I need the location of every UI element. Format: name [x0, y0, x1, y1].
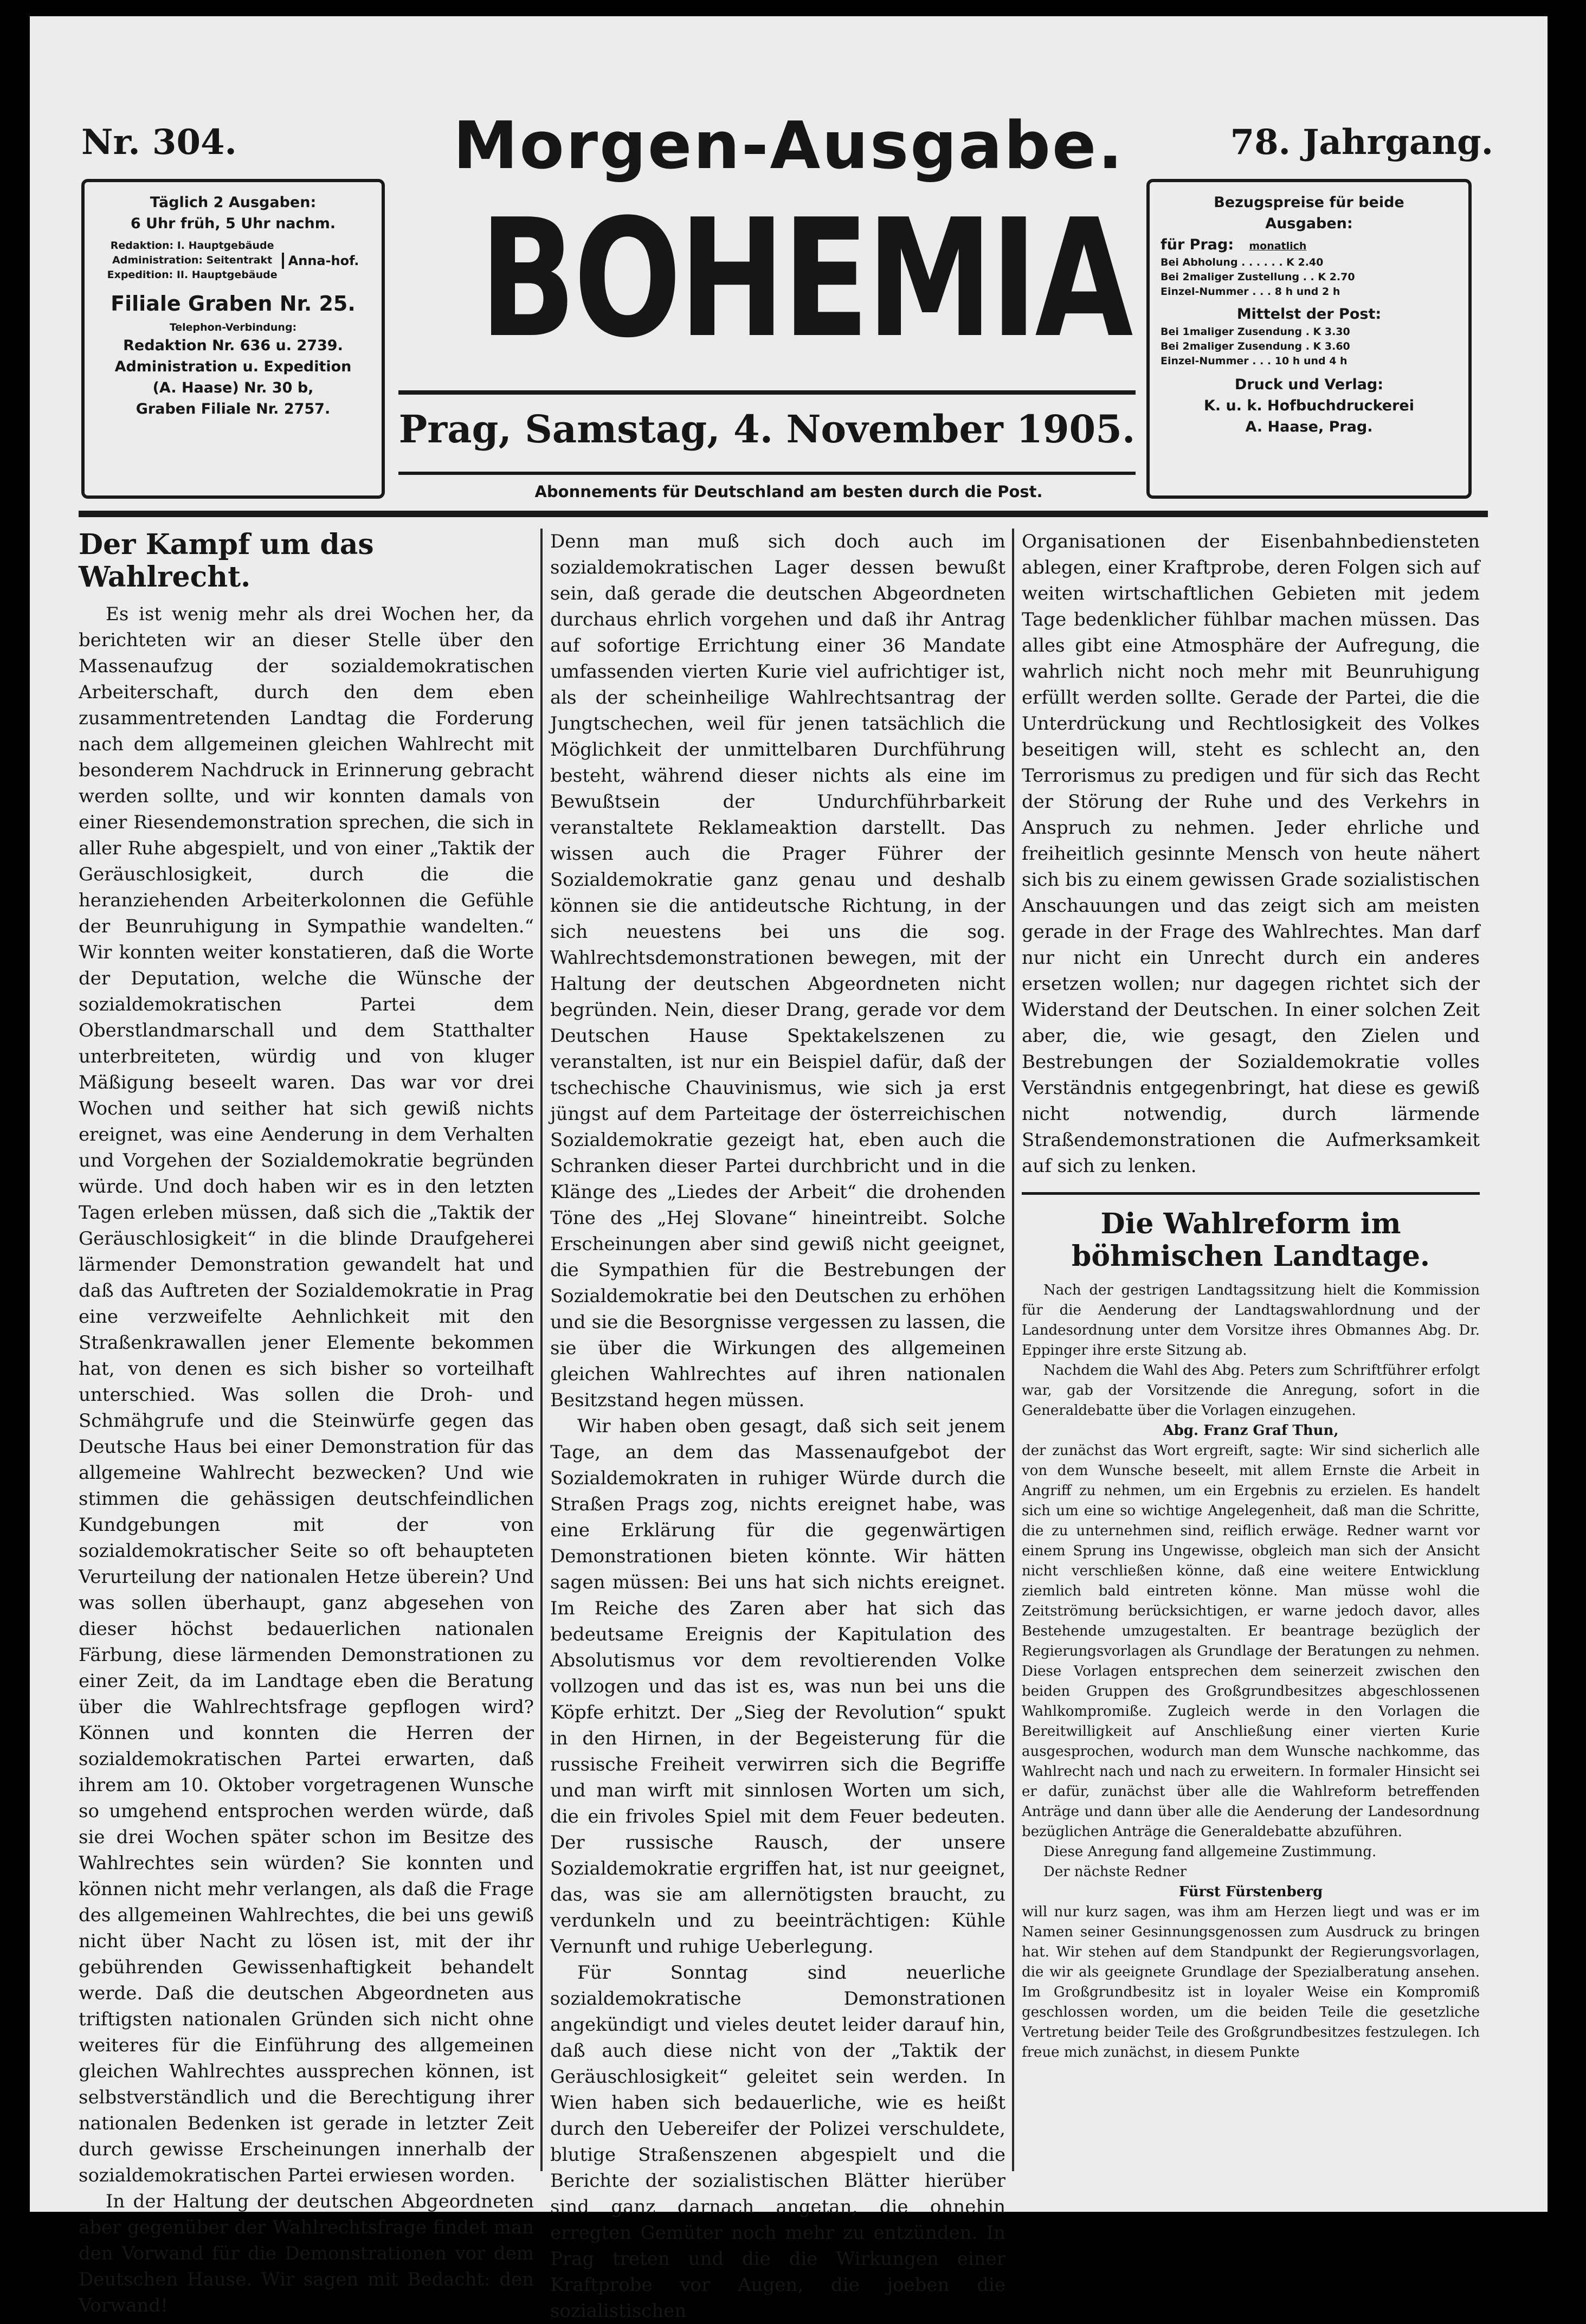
article-paragraph: Organisationen der Eisenbahnbediensteten ablegen, einer Kraftprobe, deren Folgen sich auf weiten wirtschaftlichen Gebieten mit jedem Tage bedenklicher fühlbar machen müssen. Das alles gibt eine Atmosphäre der Aufregung, die wahrlich nicht noch mehr mit Beunruhigung erfüllt werden sollte. Gerade der Partei, die die Unterdrückung und Rechtlosigkeit des Volkes beseitigen will, steht es schlecht an, den Terrorismus zu predigen und für sich das Recht der Störung der Ruhe und des Verkehrs in Anspruch zu nehmen. Jeder ehrliche und freiheitlich gesinnte Mensch von heute nähert sich bis zu einem gewissen Grade sozialistischen Anschauungen und das zeigt sich am meisten gerade in der Frage des Wahlrechtes. Man darf nur nicht ein Unrecht durch ein anderes ersetzen wollen; nur dagegen richtet sich der Widerstand der Deutschen. In einer solchen Zeit aber, die, wie gesagt, den Zielen und Bestrebungen der Sozialdemokratie volles Verständnis entgegenbringt, hat diese es gewiß nicht notwendig, durch lärmende Straßendemonstrationen die Aufmerksamkeit auf sich zu lenken.: [1022, 531, 1480, 1177]
publisher-line: Druck und Verlag:: [1234, 376, 1384, 393]
issue-number: Nr. 304.: [81, 122, 237, 163]
price-line: Bei 1maliger Zusendung . K 3.30: [1161, 326, 1350, 338]
article-paragraph: In der Haltung der deutschen Abgeordneten aber gegenüber der Wahlrechtsfrage findet man den Vorwand für die Demonstrationen vor dem Deutschen Hause. Wir sagen mit Bedacht: den Vorwand!: [79, 2191, 534, 2316]
price-region: für Prag: monatlich: [1161, 236, 1307, 253]
article-paragraph: Der nächste Redner: [1043, 1864, 1187, 1880]
article-separator: [1022, 1192, 1480, 1195]
column-1: [79, 529, 534, 2319]
publication-info-box: [81, 179, 385, 499]
price-line: Bei Abholung . . . . . . K 2.40: [1161, 256, 1324, 268]
subscription-price-box: [1146, 179, 1472, 499]
date-rule: [398, 472, 1136, 475]
phone-line: Administration u. Expedition: [114, 358, 352, 375]
edition-title: Morgen-Ausgabe.: [453, 108, 1125, 184]
column-2: [550, 529, 1005, 2324]
speaker-name: Fürst Fürstenberg: [1178, 1884, 1323, 1900]
publisher-line: K. u. k. Hofbuchdruckerei: [1203, 397, 1415, 414]
price-region: Mittelst der Post:: [1236, 306, 1382, 323]
masthead-top-row: [30, 98, 1548, 184]
speaker-name: Abg. Franz Graf Thun,: [1163, 1422, 1339, 1439]
volume-year: 78. Jahrgang.: [1230, 122, 1493, 163]
phone-line: Redaktion Nr. 636 u. 2739.: [123, 337, 343, 354]
dateline: Prag, Samstag, 4. November 1905.: [398, 407, 1136, 452]
annahof-label: Anna-hof.: [282, 253, 359, 269]
info-line: Täglich 2 Ausgaben:: [150, 194, 317, 211]
article-paragraph: Nachdem die Wahl des Abg. Peters zum Schriftführer erfolgt war, gab der Vorsitzende die Anregung, sofort in die Generaldebatte über die Vorlagen einzugehen.: [1022, 1362, 1480, 1419]
article-headline: Die Wahlreform im böhmischen Landtage.: [1071, 1207, 1430, 1273]
article-paragraph: Nach der gestrigen Landtagssitzung hielt die Kommission für die Aenderung der Landtagswahlordnung und der Landesordnung unter dem Vorsitze ihres Obmannes Abg. Dr. Eppinger ihre erste Sitzung ab.: [1022, 1282, 1480, 1359]
office-item: Expedition: II. Hauptgebäude: [107, 269, 278, 281]
title-rule: [398, 390, 1136, 395]
office-list: [95, 239, 371, 282]
price-heading: Bezugspreise für beide: [1214, 194, 1404, 211]
office-item: Redaktion: I. Hauptgebäude: [110, 240, 274, 252]
article-paragraph: Denn man muß sich doch auch im sozialdemokratischen Lager dessen bewußt sein, daß gerade die deutschen Abgeordneten durchaus ehrlich vorgehen und daß ihr Antrag auf sofortige Errichtung einer 36 Mandate umfassenden vierten Kurie viel aufrichtiger ist, als der scheinheilige Wahlrechtsantrag der Jungtschechen, weil für jenen tatsächlich die Möglichkeit der unmittelbaren Durchführung besteht, während dieser nichts als eine im Bewußtsein der Undurchführbarkeit veranstaltete Reklameaktion darstellt. Das wissen auch die Prager Führer der Sozialdemokratie ganz genau und deshalb können sie die antideutsche Richtung, in der sich neuestens bei uns die sog. Wahlrechtsdemonstrationen bewegen, mit der Haltung der deutschen Abgeordneten nicht begründen. Nein, dieser Drang, gerade vor dem Deutschen Hause Spektakelszenen zu veranstalten, ist nur ein Beispiel dafür, daß der tschechische Chauvinismus, wie sich ja erst jüngst auf dem Parteitage der österreichischen Sozialdemokratie gezeigt hat, eben auch die Schranken dieser Partei durchbricht und in die Klänge des „Liedes der Arbeit“ die drohenden Töne des „Hej Slovane“ hineintreibt. Solche Erscheinungen aber sind gewiß nicht geeignet, die Sympathien für die Bestrebungen der Sozialdemokratie bei den Deutschen zu erhöhen und sie die Besorgnisse vergessen zu lassen, die sie über die Wirkungen des allgemeinen gleichen Wahlrechtes auf ihren nationalen Besitzstand hegen müssen.: [550, 531, 1005, 1411]
phone-line: Graben Filiale Nr. 2757.: [136, 401, 331, 417]
filiale-address: Filiale Graben Nr. 25.: [111, 292, 356, 316]
article-paragraph: Für Sonntag sind neuerliche sozialdemokratische Demonstrationen angekündigt und vieles deutet leider darauf hin, daß auch diese nicht von der „Taktik der Geräuschlosigkeit“ geleitet sein werden. In Wien haben sich bedauerliche, wie es heißt durch den Uebereifer der Polizei verschuldete, blutige Straßenszenen abgespielt und die Berichte der sozialistischen Blätter hierüber sind ganz darnach angetan, die ohnehin erregten Gemüter noch mehr zu entzünden. In Prag treten und die die Wirkungen einer Kraftprobe vor Augen, die joeben die sozialistischen: [550, 1962, 1005, 2322]
article-paragraph: Es ist wenig mehr als drei Wochen her, da berichteten wir an dieser Stelle über den Massenaufzug der sozialdemokratischen Arbeiterschaft, durch den dem eben zusammentretenden Landtag die Forderung nach dem allgemeinen gleichen Wahlrecht mit besonderem Nachdruck in Erinnerung gebracht werden sollte, und wir konnten damals von einer Riesendemonstration sprechen, die sich in aller Ruhe abgespielt, und von einer „Taktik der Geräuschlosigkeit, durch die die heranziehenden Arbeiterkolonnen die Gefühle der Beunruhigung in Sympathie wandelten.“ Wir konnten weiter konstatieren, daß die Worte der Deputation, welche die Wünsche der sozialdemokratischen Partei dem Oberstlandmarschall und dem Statthalter unterbreiteten, würdig und von kluger Mäßigung beseelt waren. Das war vor drei Wochen und seither hat sich gewiß nichts ereignet, was eine Aenderung in dem Verhalten und Vorgehen der Sozialdemokratie begründen würde. Und doch haben wir es in den letzten Tagen erleben müssen, daß sich die „Taktik der Geräuschlosigkeit“ in die blinde Draufgeherei lärmender Demonstration gewandelt hat und daß das Auftreten der Sozialdemokratie in Prag eine verzweifelte Aehnlichkeit mit den Straßenkrawallen jener Elemente bekommen hat, von denen es sich bisher so vorteilhaft unterschied. Was sollen die Droh- und Schmähgrufe und die Steinwürfe gegen das Deutsche Haus bei einer Demonstration für das allgemeine Wahlrecht bezwecken? Und wie stimmen die gehässigen deutschfeindlichen Kundgebungen mit der von sozialdemokratischer Seite so oft behaupteten Verurteilung der nationalen Hetze überein? Und was sollen überhaupt, ganz abgesehen von dieser höchst bedauerlichen nationalen Färbung, diese lärmenden Demonstrationen zu einer Zeit, da im Landtage eben die Beratung über die Wahlrechtsfrage gepflogen wird? Können und konnten die Herren der sozialdemokratischen Partei erwarten, daß ihrem am 10. Oktober vorgetragenen Wunsche so umgehend entsprochen werden würde, daß sie drei Wochen später schon im Besitze des Wahlrechtes sein würden? Sie konnten und können nicht mehr verlangen, als daß die Frage des allgemeinen Wahlrechtes, die bei uns gewiß nicht über Nacht zu lösen ist, mit der ihr gebührenden Gewissenhaftigkeit behandelt werde. Daß die deutschen Abgeordneten aus triftigsten nationalen Gründen sich nicht ohne weiteres für die Einführung des allgemeinen gleichen Wahlrechtes aussprechen können, ist selbstverständlich und die Berechtigung ihrer nationalen Bedenken ist gerade in letzter Zeit durch gewisse Erscheinungen innerhalb der sozialdemokratischen Partei erwiesen worden.: [79, 603, 534, 2186]
column-3: [1022, 529, 1480, 2063]
article-paragraph: Wir haben oben gesagt, daß sich seit jenem Tage, an dem das Massenaufgebot der Sozialdemokraten in ruhiger Würde durch die Straßen Prags zog, nichts ereignet habe, was eine Erklärung für die gegenwärtigen Demonstrationen bieten könnte. Wir hätten sagen müssen: Bei uns hat sich nichts ereignet. Im Reiche des Zaren aber hat sich das bedeutsame Ereignis der Kapitulation des Absolutismus vor dem revoltierenden Volke vollzogen und das ist es, was nun bei uns die Köpfe erhitzt. Der „Sieg der Revolution“ spukt in den Hirnen, in der Begeisterung für die russische Freiheit verwirren sich die Begriffe und man wirft mit sinnlosen Worten um sich, die ein frivoles Spiel mit dem Feuer bedeuten. Der russische Rausch, der unsere Sozialdemokratie ergriffen hat, ist nur geeignet, das, was sie am allernötigsten braucht, zu verdunkeln und zu beeinträchtigen: Kühle Vernunft und ruhige Ueberlegung.: [550, 1415, 1005, 1958]
article-headline: Der Kampf um das Wahlrecht.: [79, 528, 374, 594]
price-line: Einzel-Nummer . . . 10 h und 4 h: [1161, 355, 1348, 367]
column-divider: [1012, 529, 1014, 2171]
article-body: [1022, 1280, 1480, 2063]
newspaper-title: BOHEMIA: [479, 184, 1131, 374]
price-line: Bei 2maliger Zusendung . K 3.60: [1161, 340, 1350, 352]
newspaper-page: [30, 16, 1548, 2322]
price-line: Einzel-Nummer . . . 8 h und 2 h: [1161, 286, 1340, 298]
office-item: Administration: Seitentrakt: [112, 254, 273, 266]
article-paragraph: Diese Anregung fand allgemeine Zustimmung.: [1043, 1844, 1377, 1860]
speech-text: will nur kurz sagen, was ihm am Herzen liegt und was er im Namen seiner Gesinnungsgenossen zum Ausdruck zu bringen hat. Wir stehen auf dem Standpunkt der Regierungsvorlagen, die wir als geeignete Grundlage der Spezialberatung ansehen. Im Großgrundbesitz ist in loyaler Weise ein Kompromiß geschlossen worden, um die beiden Teile die gesetzliche Vertretung beider Teile des Großgrundbesitzes festzulegen. Ich freue mich zunächst, in diesem Punkte: [1022, 1904, 1480, 2061]
subscription-note: Abonnements für Deutschland am besten durch die Post.: [534, 482, 1043, 501]
phone-line: (A. Haase) Nr. 30 b,: [152, 379, 314, 396]
speech-text: der zunächst das Wort ergreift, sagte: Wir sind sicherlich alle von dem Wunsche beseelt, mit allem Ernste die Arbeit in Angriff zu nehmen, um ein Ergebnis zu erzielen. Es handelt sich um eine so wichtige Angelegenheit, daß man die Schritte, die zu unternehmen sind, reiflich erwäge. Redner warnt vor einem Sprung ins Ungewisse, obgleich man sich der Ansicht nicht verschließen könne, daß eine weitere Entwicklung ziemlich bald eintreten könne. Man müsse wohl die Zeitströmung berücksichtigen, er warne jedoch davor, alles Bestehende umzugestalten. Er beantrage bezüglich der Regierungsvorlagen als Grundlage der Beratungen zu nehmen. Diese Vorlagen entsprechen dem seinerzeit zwischen den beiden Gruppen des Großgrundbesitzes abgeschlossenen Wahlkompromiße. Zugleich werde in den Vorlagen die Bereitwilligkeit auf Anschließung einer vierten Kurie ausgesprochen, wodurch man dem Wunsche nachkomme, das Wahlrecht nach und nach zu erweitern. In formaler Hinsicht sei er dafür, zunächst über alle die Wahlreform betreffenden Anträge und dann über alle die Aenderung der Landesordnung bezüglichen Anträge die Generaldebatte abzuführen.: [1022, 1443, 1480, 1840]
info-line: 6 Uhr früh, 5 Uhr nachm.: [130, 215, 336, 232]
price-heading: Ausgaben:: [1265, 215, 1353, 232]
phone-heading: Telephon-Verbindung:: [169, 321, 297, 333]
column-divider: [540, 529, 543, 2171]
price-line: Bei 2maliger Zustellung . . K 2.70: [1161, 271, 1355, 283]
publisher-line: A. Haase, Prag.: [1245, 419, 1373, 435]
header-rule: [79, 511, 1488, 517]
